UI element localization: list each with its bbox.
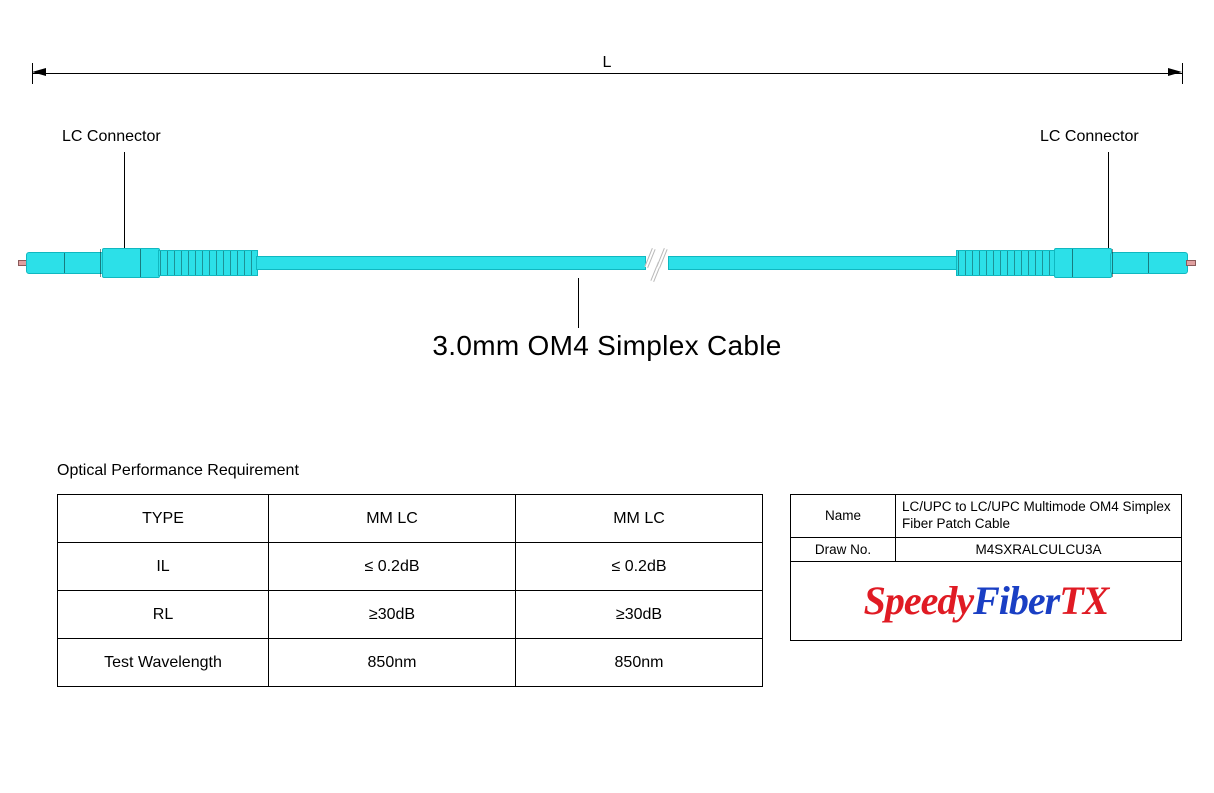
dimension-arrow-right-icon [1168,68,1182,76]
title-block-draw-key: Draw No. [791,537,896,561]
right-seam-1 [1148,253,1149,273]
logo-part-fiber: Fiber [973,577,1060,623]
cable-jacket-right [668,256,958,270]
cell-wavelength-label: Test Wavelength [58,639,269,687]
left-latch-ribs [160,251,256,275]
break-stroke-1 [644,248,655,268]
cable-jacket-left [256,256,646,270]
fiber-patch-cable-drawing [0,240,1214,292]
table-row [58,591,763,639]
cell-type-col1: MM LC [269,495,516,543]
cell-il-col2: ≤ 0.2dB [516,543,763,591]
dimension-line [32,73,1182,74]
cell-rl-label: RL [58,591,269,639]
logo-cell [791,561,1182,640]
title-block-name-value: LC/UPC to LC/UPC Multimode OM4 Simplex Fiber Patch Cable [896,495,1182,538]
title-block [790,494,1182,641]
title-block-draw-value: M4SXRALCULCU3A [896,537,1182,561]
right-seam-2 [1112,249,1113,277]
cell-wavelength-col2: 850nm [516,639,763,687]
title-block-name-key: Name [791,495,896,538]
logo-part-speedy: Speedy [863,577,974,623]
left-connector-housing [102,248,160,278]
left-seam-3 [140,249,141,277]
dimension-extension-right [1182,63,1183,84]
title-block-row-draw [791,537,1182,561]
title-block-row-logo [791,561,1182,640]
cell-type-col2: MM LC [516,495,763,543]
callout-left-connector: LC Connector [62,128,161,145]
table-row [58,639,763,687]
cell-il-col1: ≤ 0.2dB [269,543,516,591]
dimension-extension-left [32,63,33,84]
callout-right-connector: LC Connector [1040,128,1139,145]
logo-part-tx: TX [1059,577,1109,623]
cable-caption-leader-line [578,278,579,328]
dimension-arrow-left-icon [32,68,46,76]
table-row [58,543,763,591]
right-seam-3 [1072,249,1073,277]
right-connector-boot [1110,252,1188,274]
cell-rl-col2: ≥30dB [516,591,763,639]
cable-caption: 3.0mm OM4 Simplex Cable [432,330,782,361]
right-latch-ribs [958,251,1054,275]
left-connector-boot [26,252,104,274]
performance-table-title: Optical Performance Requirement [57,462,299,479]
right-connector-housing [1054,248,1112,278]
left-seam-1 [64,253,65,273]
cell-wavelength-col1: 850nm [269,639,516,687]
title-block-row-name [791,495,1182,538]
cell-il-label: IL [58,543,269,591]
performance-table [57,494,763,687]
cell-type-label: TYPE [58,495,269,543]
dimension-label-L: L [602,54,612,71]
break-stroke-3 [656,248,667,268]
right-ferrule-tip [1186,260,1196,266]
table-row [58,495,763,543]
brand-logo [797,566,1175,636]
cell-rl-col1: ≥30dB [269,591,516,639]
left-seam-2 [100,249,101,277]
